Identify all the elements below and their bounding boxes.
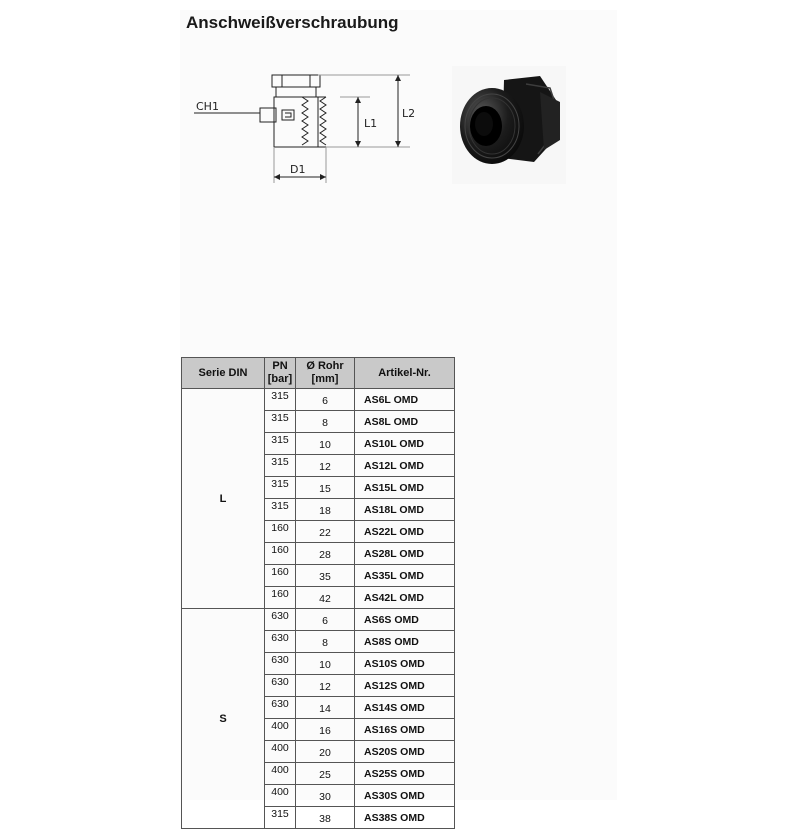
pn-cell: 400	[265, 741, 296, 763]
pn-cell: 315	[265, 455, 296, 477]
rohr-cell: 28	[296, 543, 355, 565]
l1-label: L1	[364, 117, 378, 130]
artikel-cell: AS30S OMD	[355, 785, 455, 807]
rohr-cell: 12	[296, 675, 355, 697]
pn-cell: 630	[265, 609, 296, 631]
artikel-cell: AS8L OMD	[355, 411, 455, 433]
pn-cell: 160	[265, 521, 296, 543]
artikel-cell: AS18L OMD	[355, 499, 455, 521]
rohr-cell: 12	[296, 455, 355, 477]
rohr-cell: 20	[296, 741, 355, 763]
pn-cell: 400	[265, 763, 296, 785]
artikel-cell: AS25S OMD	[355, 763, 455, 785]
rohr-cell: 6	[296, 389, 355, 411]
artikel-cell: AS6L OMD	[355, 389, 455, 411]
artikel-cell: AS28L OMD	[355, 543, 455, 565]
artikel-cell: AS12L OMD	[355, 455, 455, 477]
rohr-cell: 38	[296, 807, 355, 829]
d1-label: D1	[290, 163, 306, 176]
page-title: Anschweißverschraubung	[186, 13, 399, 32]
pn-cell: 315	[265, 433, 296, 455]
header-serie: Serie DIN	[182, 358, 265, 389]
rohr-cell: 15	[296, 477, 355, 499]
table-row	[182, 609, 455, 631]
product-photo	[452, 66, 566, 184]
pn-cell: 400	[265, 785, 296, 807]
rohr-cell: 22	[296, 521, 355, 543]
rohr-cell: 42	[296, 587, 355, 609]
artikel-cell: AS15L OMD	[355, 477, 455, 499]
pn-cell: 160	[265, 587, 296, 609]
specification-table	[181, 357, 455, 829]
table-header-row	[182, 358, 455, 389]
rohr-cell: 30	[296, 785, 355, 807]
pn-cell: 630	[265, 675, 296, 697]
rohr-cell: 14	[296, 697, 355, 719]
technical-drawing	[190, 65, 430, 195]
pn-cell: 315	[265, 807, 296, 829]
artikel-cell: AS38S OMD	[355, 807, 455, 829]
l2-label: L2	[402, 107, 416, 120]
pn-cell: 630	[265, 697, 296, 719]
serie-cell: L	[182, 389, 265, 609]
pn-cell: 315	[265, 389, 296, 411]
header-pn: PN [bar]	[265, 358, 296, 389]
pn-cell: 160	[265, 543, 296, 565]
rohr-cell: 10	[296, 433, 355, 455]
rohr-cell: 6	[296, 609, 355, 631]
pn-cell: 630	[265, 653, 296, 675]
pn-cell: 315	[265, 411, 296, 433]
artikel-cell: AS10L OMD	[355, 433, 455, 455]
rohr-cell: 8	[296, 411, 355, 433]
header-rohr: Ø Rohr [mm]	[296, 358, 355, 389]
header-artikel: Artikel-Nr.	[355, 358, 455, 389]
artikel-cell: AS14S OMD	[355, 697, 455, 719]
table-row	[182, 389, 455, 411]
artikel-cell: AS42L OMD	[355, 587, 455, 609]
artikel-cell: AS16S OMD	[355, 719, 455, 741]
pn-cell: 160	[265, 565, 296, 587]
pn-cell: 315	[265, 499, 296, 521]
artikel-cell: AS6S OMD	[355, 609, 455, 631]
pn-cell: 630	[265, 631, 296, 653]
artikel-cell: AS12S OMD	[355, 675, 455, 697]
ch1-label: CH1	[196, 100, 219, 113]
rohr-cell: 10	[296, 653, 355, 675]
rohr-cell: 25	[296, 763, 355, 785]
artikel-cell: AS20S OMD	[355, 741, 455, 763]
rohr-cell: 8	[296, 631, 355, 653]
pn-cell: 400	[265, 719, 296, 741]
rohr-cell: 35	[296, 565, 355, 587]
pn-cell: 315	[265, 477, 296, 499]
rohr-cell: 16	[296, 719, 355, 741]
artikel-cell: AS22L OMD	[355, 521, 455, 543]
artikel-cell: AS10S OMD	[355, 653, 455, 675]
serie-cell: S	[182, 609, 265, 829]
artikel-cell: AS8S OMD	[355, 631, 455, 653]
rohr-cell: 18	[296, 499, 355, 521]
artikel-cell: AS35L OMD	[355, 565, 455, 587]
